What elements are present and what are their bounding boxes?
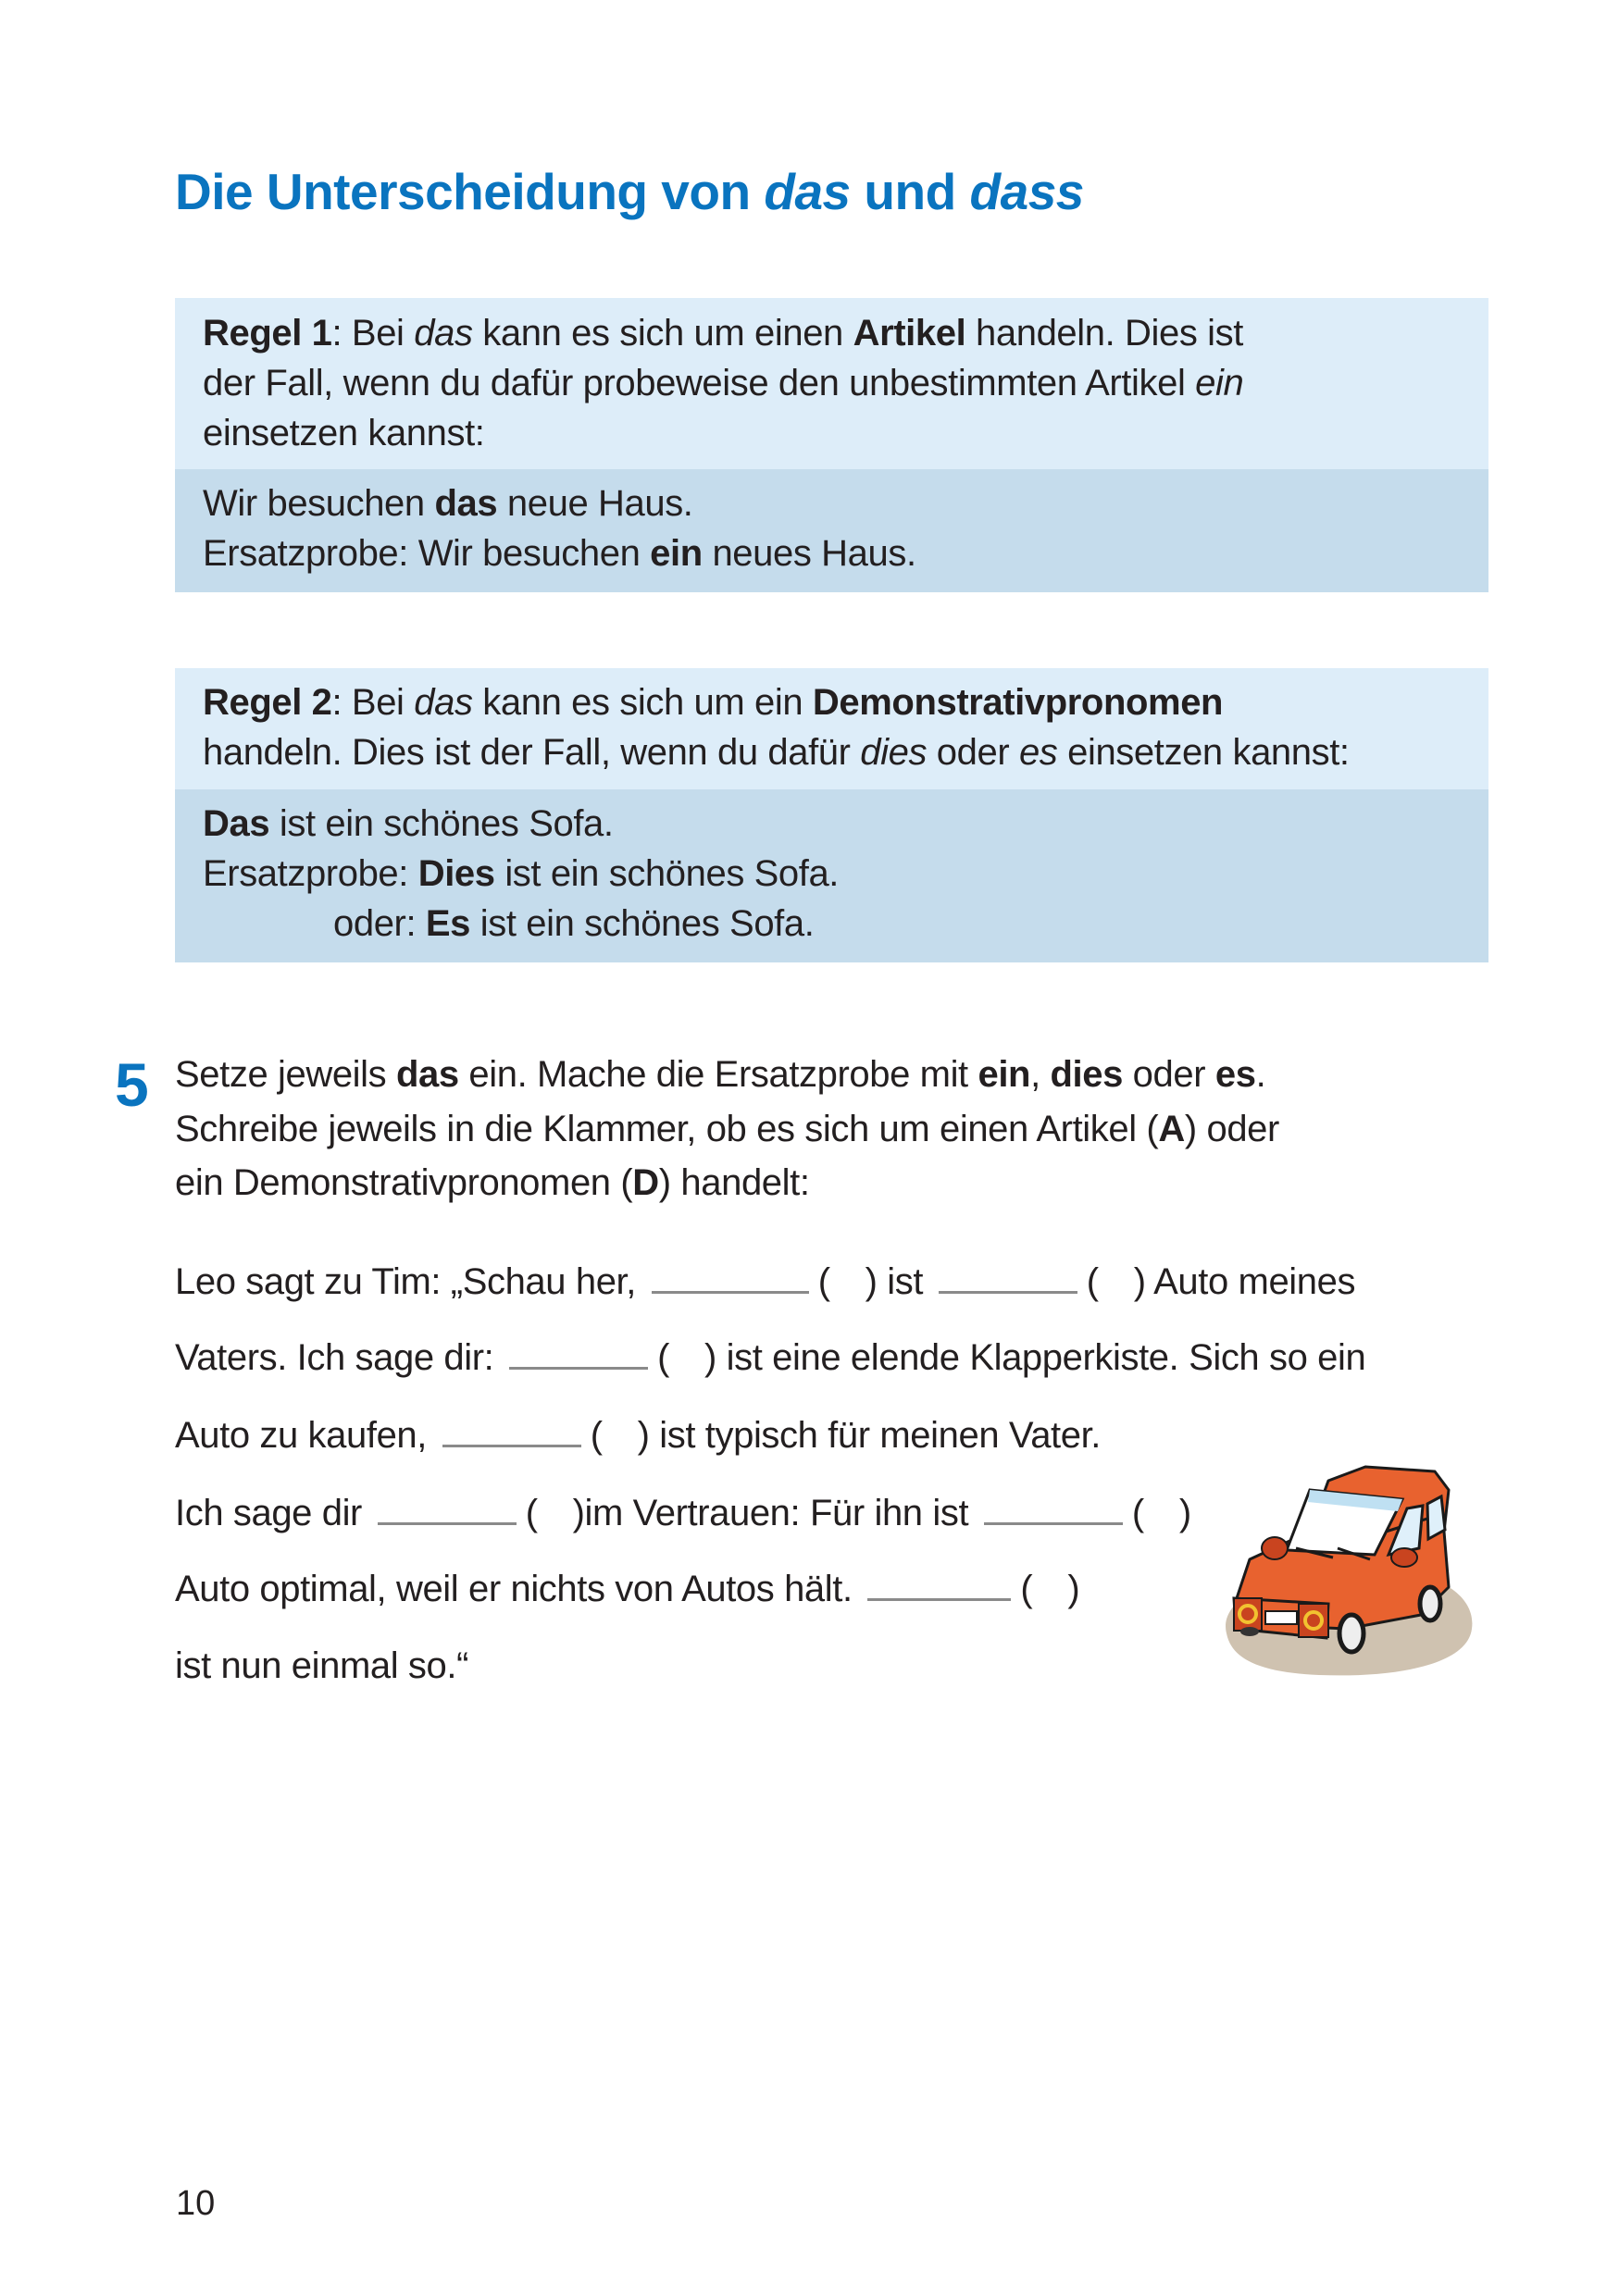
- text: oder: [927, 732, 1019, 773]
- answer-blank[interactable]: [652, 1290, 809, 1294]
- text: : Bei: [331, 682, 415, 723]
- paren-close: ): [1067, 1569, 1080, 1609]
- paren-close: ): [1178, 1493, 1191, 1533]
- answer-blank[interactable]: [984, 1521, 1123, 1525]
- text-bold: Das: [203, 803, 270, 844]
- title-em-das: das: [764, 163, 851, 220]
- paren-close: ): [865, 1261, 878, 1302]
- text-italic: ein: [1195, 363, 1244, 403]
- answer-blank[interactable]: [442, 1444, 581, 1447]
- rule-2-box: [175, 668, 1488, 962]
- text: ist ein schönes Sofa.: [269, 803, 614, 844]
- text: oder:: [333, 903, 426, 944]
- text: ein Demonstrativpronomen (: [175, 1162, 633, 1203]
- red-car-illustration-icon: [1208, 1439, 1476, 1680]
- text: kann es sich um einen: [472, 313, 853, 354]
- text: Auto zu kaufen,: [175, 1415, 427, 1456]
- exercise-number: 5: [115, 1050, 149, 1119]
- text-bold: ein: [978, 1054, 1031, 1095]
- text: oder: [1122, 1054, 1215, 1095]
- text: Ersatzprobe:: [203, 853, 418, 894]
- text: ist: [887, 1261, 924, 1302]
- story-line-6: [175, 1641, 468, 1691]
- story-line-5: [175, 1564, 1079, 1614]
- rule-1-line-2: [203, 358, 1243, 408]
- paren-close: ): [1133, 1261, 1146, 1302]
- paren-open: (: [657, 1337, 669, 1378]
- rule-1-definition: [175, 298, 1488, 469]
- text: ist ein schönes Sofa.: [494, 853, 840, 894]
- text-bold: A: [1158, 1109, 1185, 1149]
- rule-1-line-3: einsetzen kannst:: [203, 413, 485, 453]
- text: neues Haus.: [702, 533, 916, 574]
- text-bold: dies: [1050, 1054, 1123, 1095]
- text: kann es sich um ein: [472, 682, 813, 723]
- story-line-1: [175, 1257, 1355, 1307]
- text-bold: das: [434, 483, 498, 524]
- text: Vaters. Ich sage dir:: [175, 1337, 494, 1378]
- text-bold: D: [632, 1162, 659, 1203]
- text-italic: dies: [860, 732, 928, 773]
- text: Ich sage dir: [175, 1493, 362, 1533]
- answer-blank[interactable]: [378, 1521, 517, 1525]
- text: Schreibe jeweils in die Klammer, ob es sich um einen Artikel (: [175, 1109, 1159, 1149]
- text-italic: es: [1018, 732, 1058, 773]
- text-bold: Dies: [417, 853, 495, 894]
- rule-2-example: [175, 789, 1488, 962]
- paren-open: (: [590, 1415, 603, 1456]
- text: .: [1255, 1054, 1266, 1095]
- text: einsetzen kannst:: [1057, 732, 1350, 773]
- rule-2-definition: [175, 668, 1488, 789]
- text: neue Haus.: [497, 483, 693, 524]
- rule-1-line-1: [203, 308, 1243, 358]
- text: der Fall, wenn du dafür probeweise den unbestimmten Artikel: [203, 363, 1196, 403]
- paren-open: (: [1086, 1261, 1099, 1302]
- text: handeln. Dies ist der Fall, wenn du dafür: [203, 732, 861, 773]
- paren-close: ): [572, 1493, 585, 1533]
- rule-label: Regel 2: [203, 682, 332, 723]
- text: Ersatzprobe: Wir besuchen: [203, 533, 651, 574]
- title-text: Die Unterscheidung von: [175, 163, 765, 220]
- text: : Bei: [331, 313, 415, 354]
- rule-2-example-1: [203, 799, 614, 849]
- rule-1-box: [175, 298, 1488, 592]
- paren-open: (: [817, 1261, 830, 1302]
- rule-1-example-1: [203, 478, 693, 528]
- paren-close: ): [637, 1415, 650, 1456]
- rule-2-line-2: [203, 727, 1350, 777]
- text-bold: Es: [425, 903, 471, 944]
- text-bold: Demonstrativpronomen: [812, 682, 1224, 723]
- story-line-2: [175, 1333, 1365, 1383]
- page-number: 10: [176, 2184, 216, 2223]
- rule-2-line-1: [203, 677, 1223, 727]
- rule-2-example-2: [203, 849, 839, 899]
- text: ein. Mache die Ersatzprobe mit: [458, 1054, 978, 1095]
- rule-2-example-3: [333, 899, 814, 949]
- text: ist nun einmal so.“: [175, 1645, 468, 1686]
- story-line-3: [175, 1410, 1101, 1460]
- paren-open: (: [1020, 1569, 1033, 1609]
- text-italic: das: [414, 313, 473, 354]
- rule-1-example-2: [203, 528, 916, 578]
- text: ) handelt:: [658, 1162, 810, 1203]
- paren-open: (: [1131, 1493, 1144, 1533]
- text: Wir besuchen: [203, 483, 435, 524]
- text-bold: Artikel: [853, 313, 966, 354]
- title-em-dass: dass: [969, 163, 1084, 220]
- text: ,: [1030, 1054, 1051, 1095]
- exercise-instruction-1: [175, 1049, 1265, 1099]
- text: ist typisch für meinen Vater.: [659, 1415, 1102, 1456]
- exercise-instruction-3: [175, 1158, 810, 1208]
- text-bold: ein: [650, 533, 703, 574]
- text-bold: es: [1214, 1054, 1256, 1095]
- exercise-instruction-2: [175, 1104, 1279, 1154]
- text: Setze jeweils: [175, 1054, 396, 1095]
- paren-open: (: [525, 1493, 538, 1533]
- rule-1-example: [175, 469, 1488, 592]
- text-italic: das: [414, 682, 473, 723]
- text: Auto meines: [1153, 1261, 1356, 1302]
- text-bold: das: [395, 1054, 459, 1095]
- text: handeln. Dies ist: [965, 313, 1243, 354]
- text: Auto optimal, weil er nichts von Autos hält.: [175, 1569, 853, 1609]
- story-line-4: [175, 1488, 1191, 1538]
- answer-blank[interactable]: [939, 1290, 1077, 1294]
- page-title: [175, 159, 1084, 224]
- text: im Vertrauen: Für ihn ist: [584, 1493, 969, 1533]
- text: ist ein schönes Sofa.: [470, 903, 815, 944]
- paren-close: ): [704, 1337, 716, 1378]
- answer-blank[interactable]: [509, 1366, 648, 1370]
- text: ist eine elende Klapperkiste. Sich so ein: [726, 1337, 1366, 1378]
- title-text: und: [850, 163, 970, 220]
- text: Leo sagt zu Tim: „Schau her,: [175, 1261, 636, 1302]
- answer-blank[interactable]: [867, 1597, 1011, 1601]
- rule-label: Regel 1: [203, 313, 332, 354]
- text: ) oder: [1184, 1109, 1279, 1149]
